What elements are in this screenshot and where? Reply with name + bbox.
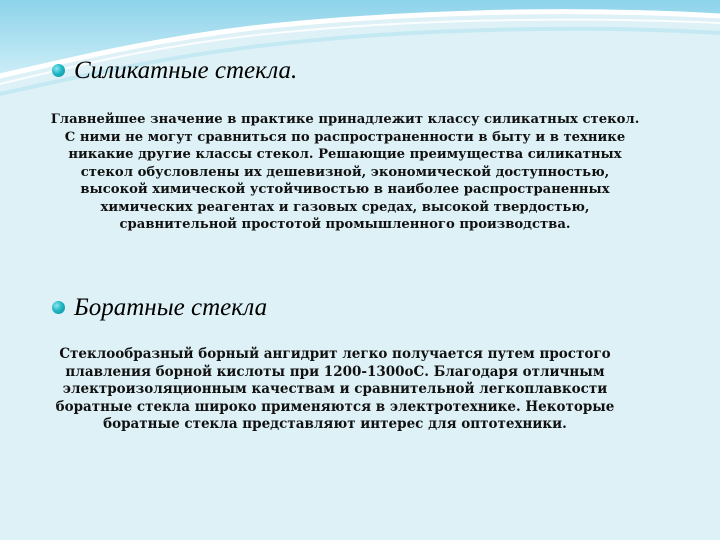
- silicate-paragraph: Главнейшее значение в практике принадлежит классу силикатных стекол. С ними не могут сравниться по распространенности в быту и в технике никакие другие классы стекол. Решающие преимущества силикатных стекол обусловлены их дешевизной, экономической доступностью, высокой химической устойчивостью в наиболее распространенных химических реагентах и газовых средах, высокой твердостью, сравнительной простотой промышленного производства.: [50, 112, 640, 232]
- teal-bullet-icon: [52, 64, 65, 77]
- section-heading-silicate: [52, 58, 297, 83]
- borate-heading-text: Боратные стекла: [74, 294, 268, 321]
- silicate-heading-text: Силикатные стекла.: [74, 57, 298, 84]
- borate-paragraph: Стеклообразный борный ангидрит легко получается путем простого плавления борной кислоты при 1200-1300оС. Благодаря отличным электроизоляционным качествам и сравнительной легкоплавкости боратные стекла широко применяются в электротехнике. Некоторые боратные стекла представляют интерес для оптотехники.: [55, 346, 615, 432]
- teal-bullet-icon: [52, 301, 65, 314]
- section-heading-borate: [52, 295, 267, 320]
